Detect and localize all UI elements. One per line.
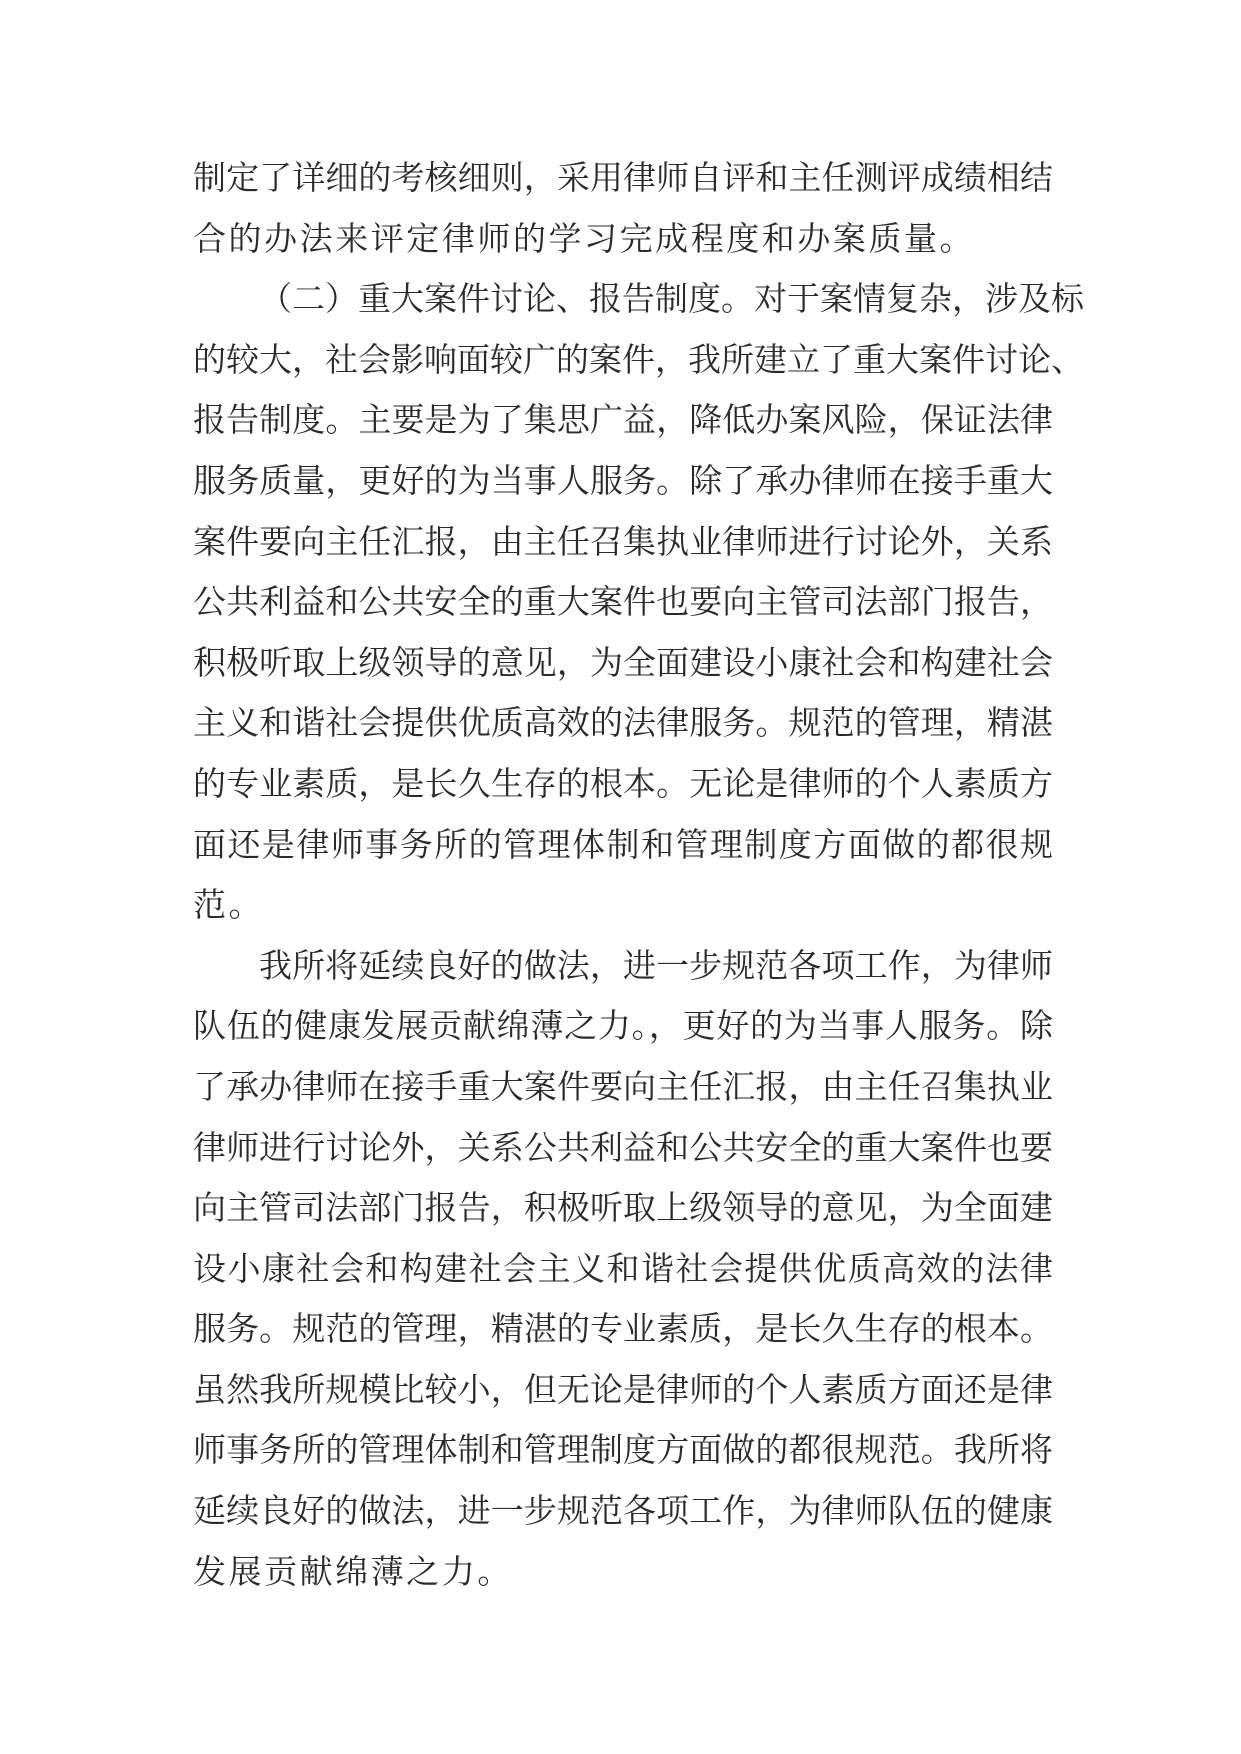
text-line: 律师进行讨论外，关系公共利益和公共安全的重大案件也要 bbox=[193, 1127, 1053, 1167]
text-line: 了承办律师在接手重大案件要向主任汇报，由主任召集执业 bbox=[193, 1066, 1053, 1106]
text-line: 积极听取上级领导的意见，为全面建设小康社会和构建社会 bbox=[193, 642, 1053, 682]
text-line: 制定了详细的考核细则，采用律师自评和主任测评成绩相结 bbox=[193, 158, 1053, 197]
text-line: 公共利益和公共安全的重大案件也要向主管司法部门报告， bbox=[193, 582, 1053, 622]
text-line: 主义和谐社会提供优质高效的法律服务。规范的管理，精湛 bbox=[193, 703, 1053, 743]
text-line: 设小康社会和构建社会主义和谐社会提供优质高效的法律 bbox=[193, 1248, 1053, 1288]
text-line: 发展贡献绵薄之力。 bbox=[193, 1551, 513, 1591]
text-line: 的较大，社会影响面较广的案件，我所建立了重大案件讨论、 bbox=[193, 339, 1084, 379]
paragraph-continue-good-practice bbox=[193, 946, 1053, 1613]
paragraph-major-case-system bbox=[193, 279, 1084, 946]
text-line: 我所将延续良好的做法，进一步规范各项工作，为律师 bbox=[259, 945, 1053, 985]
text-line: （二）重大案件讨论、报告制度。对于案情复杂，涉及标 bbox=[259, 279, 1084, 319]
text-line: 报告制度。主要是为了集思广益，降低办案风险，保证法律 bbox=[193, 400, 1053, 440]
text-line: 师事务所的管理体制和管理制度方面做的都很规范。我所将 bbox=[193, 1430, 1053, 1470]
body-text bbox=[193, 158, 1084, 1612]
text-line: 延续良好的做法，进一步规范各项工作，为律师队伍的健康 bbox=[193, 1491, 1053, 1531]
text-line: 案件要向主任汇报，由主任召集执业律师进行讨论外，关系 bbox=[193, 521, 1053, 561]
text-line: 服务质量，更好的为当事人服务。除了承办律师在接手重大 bbox=[193, 460, 1053, 500]
text-line: 面还是律师事务所的管理体制和管理制度方面做的都很规 bbox=[193, 824, 1053, 864]
text-line: 合的办法来评定律师的学习完成程度和办案质量。 bbox=[193, 218, 976, 258]
text-line: 向主管司法部门报告，积极听取上级领导的意见，为全面建 bbox=[193, 1188, 1053, 1228]
text-line: 的专业素质，是长久生存的根本。无论是律师的个人素质方 bbox=[193, 763, 1053, 803]
text-line: 队伍的健康发展贡献绵薄之力。，更好的为当事人服务。除 bbox=[193, 1006, 1053, 1046]
paragraph-assessment-rules bbox=[193, 158, 1053, 279]
text-line: 虽然我所规模比较小，但无论是律师的个人素质方面还是律 bbox=[193, 1369, 1053, 1409]
text-line: 服务。规范的管理，精湛的专业素质，是长久生存的根本。 bbox=[193, 1309, 1053, 1349]
text-line: 范。 bbox=[193, 885, 265, 925]
